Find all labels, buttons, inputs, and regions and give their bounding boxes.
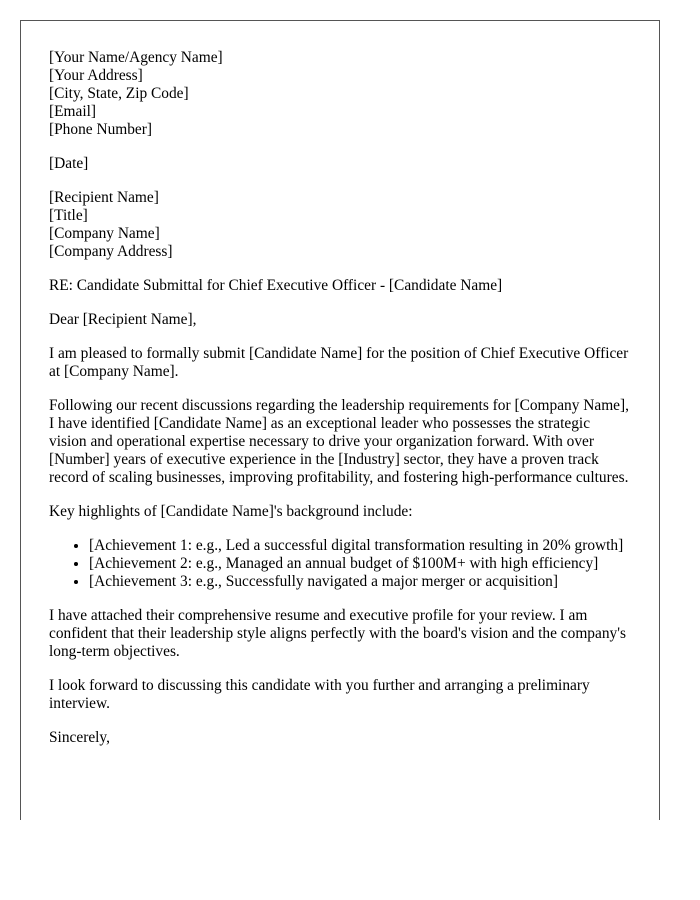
sender-city-state-zip: [City, State, Zip Code] — [49, 85, 189, 102]
sender-address: [Your Address] — [49, 67, 143, 84]
list-item: • [Achievement 1: e.g., Led a successful digital transformation resulting in 20% growth] — [89, 537, 631, 555]
body-paragraph: Following our recent discussions regarding the leadership requirements for [Company Name], I have identified [Candidate Name] as an exceptional leader who possesses the strategic vision and operational expertise necessary to drive your organization forward. With over [Number] years of executive experience in the [Industry] sector, they have a proven track record of scaling businesses, improving profitability, and fostering high-performance cultures. — [49, 397, 629, 486]
body-paragraph: Key highlights of [Candidate Name]'s background include: — [49, 503, 413, 520]
subject-line: RE: Candidate Submittal for Chief Executive Officer - [Candidate Name] — [49, 277, 503, 294]
recipient-company: [Company Name] — [49, 225, 160, 242]
list-item: • [Achievement 3: e.g., Successfully navigated a major merger or acquisition] — [89, 573, 631, 591]
body-paragraph: I am pleased to formally submit [Candidate Name] for the position of Chief Executive Officer at [Company Name]. — [49, 345, 629, 380]
sender-address-block — [49, 49, 631, 139]
signoff: Sincerely, — [49, 729, 110, 746]
recipient-name: [Recipient Name] — [49, 189, 159, 206]
recipient-address: [Company Address] — [49, 243, 173, 260]
recipient-title: [Title] — [49, 207, 88, 224]
sender-name: [Your Name/Agency Name] — [49, 49, 223, 66]
letter-date: [Date] — [49, 155, 89, 172]
sender-phone: [Phone Number] — [49, 121, 153, 138]
letter-page — [20, 20, 660, 820]
salutation: Dear [Recipient Name], — [49, 311, 197, 328]
body-paragraph: I look forward to discussing this candidate with you further and arranging a preliminary interview. — [49, 677, 590, 712]
recipient-address-block — [49, 189, 631, 261]
body-paragraph: I have attached their comprehensive resume and executive profile for your review. I am confident that their leadership style aligns perfectly with the board's vision and the company's long-term objectives. — [49, 607, 626, 660]
list-item: • [Achievement 2: e.g., Managed an annual budget of $100M+ with high efficiency] — [89, 555, 631, 573]
sender-email: [Email] — [49, 103, 97, 120]
highlights-list — [49, 537, 631, 591]
